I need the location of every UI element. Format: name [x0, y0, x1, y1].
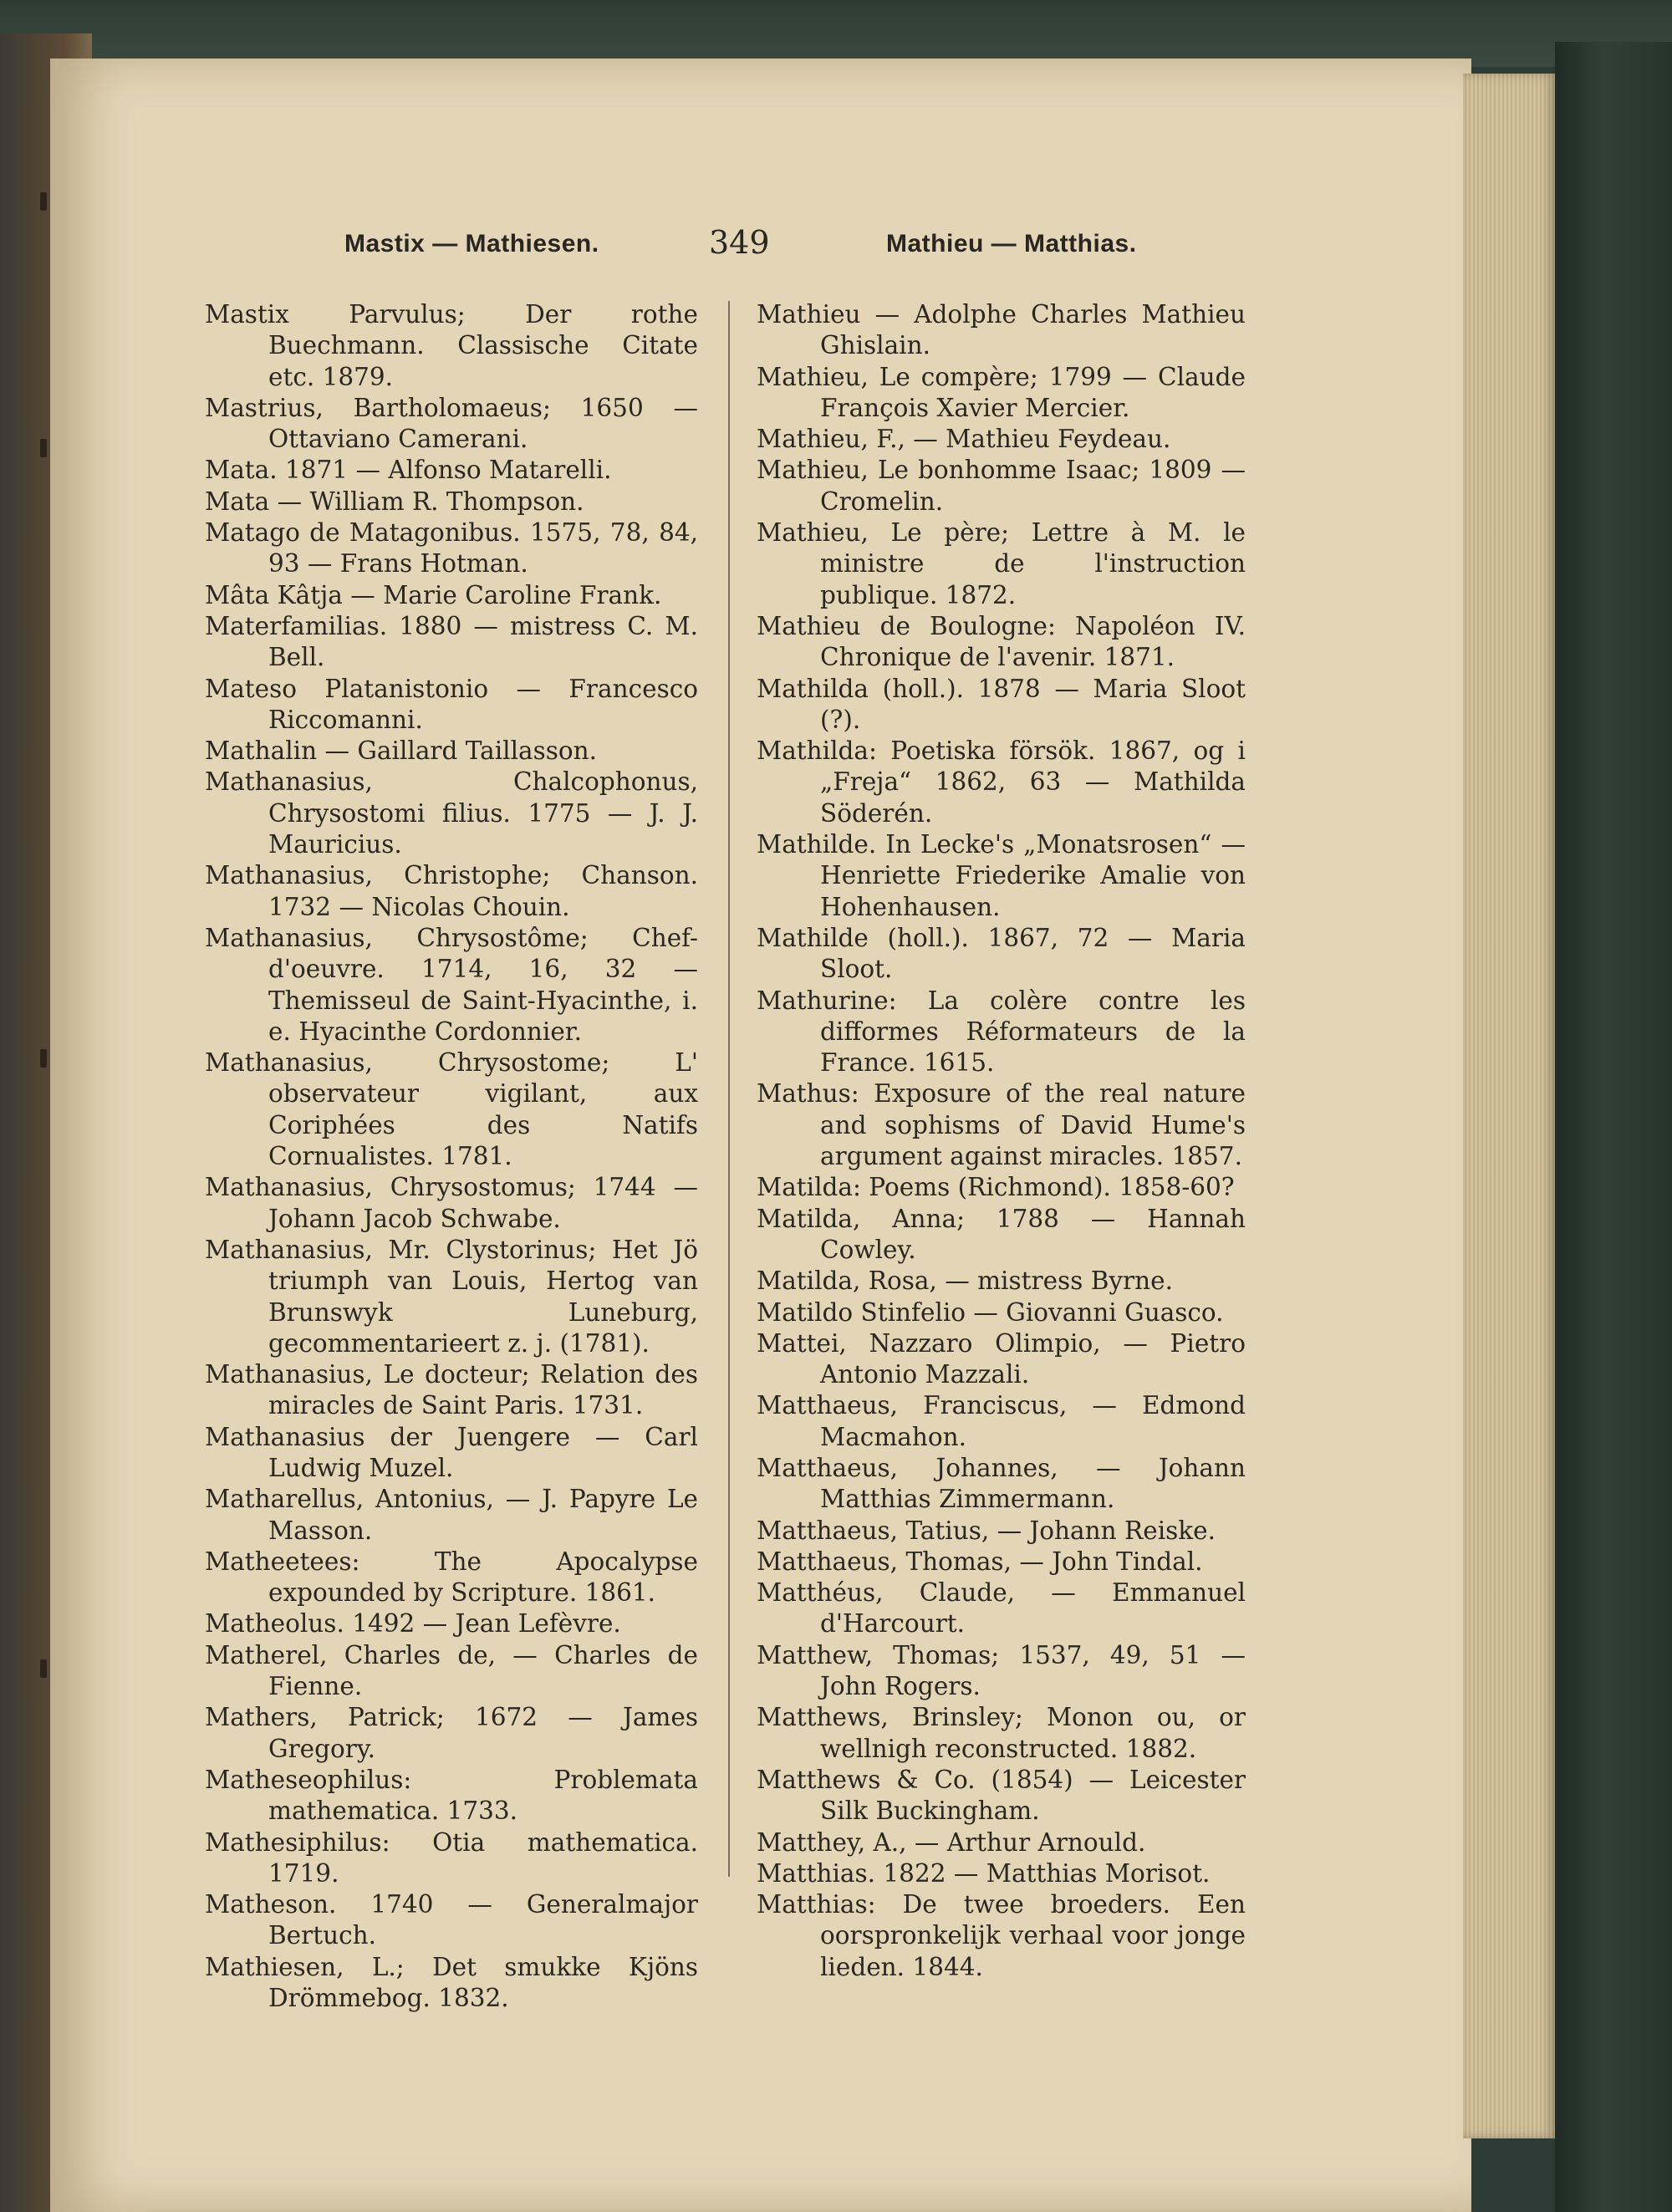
index-entry: Mathalin — Gaillard Taillasson. — [205, 736, 598, 766]
index-entry: Matthaeus, Johannes, — Johann Matthias Zimmermann. — [757, 1453, 1246, 1514]
index-entry: Matharellus, Antonius, — J. Papyre Le Masson. — [205, 1485, 698, 1545]
index-entry: Matthéus, Claude, — Emmanuel d'Harcourt. — [757, 1578, 1246, 1639]
index-entry: Matthews, Brinsley; Monon ou, or wellnigh reconstructed. 1882. — [757, 1703, 1246, 1763]
index-entry: Matheolus. 1492 — Jean Lefèvre. — [205, 1609, 621, 1639]
index-entry: Matthews & Co. (1854) — Leicester Silk Buckingham. — [757, 1765, 1246, 1826]
page-number: 349 — [709, 224, 770, 261]
running-head-left: Mastix — Mathiesen. — [344, 230, 599, 257]
index-entry: Mathanasius, Chrysostôme; Chef-d'oeuvre. 1714, 16, 32 — Themisseul de Saint-Hyacinthe, i. e. Hyacinthe Cordonnier. — [205, 923, 698, 1046]
index-entry: Mathieu, Le bonhomme Isaac; 1809 — Cromelin. — [757, 456, 1246, 516]
left-column — [205, 299, 698, 2014]
index-entry: Mathieu — Adolphe Charles Mathieu Ghislain. — [757, 300, 1246, 360]
index-entry: Matthaeus, Franciscus, — Edmond Macmahon. — [757, 1391, 1246, 1451]
right-column — [757, 299, 1246, 1983]
index-entry: Matthias. 1822 — Matthias Morisot. — [757, 1858, 1211, 1888]
index-entry: Mathesiphilus: Otia mathematica. 1719. — [205, 1827, 698, 1888]
margin-mark — [40, 1659, 47, 1678]
index-entry: Mattei, Nazzaro Olimpio, — Pietro Antonio Mazzali. — [757, 1328, 1246, 1389]
page-edges — [1463, 74, 1555, 2138]
index-entry: Matilda: Poems (Richmond). 1858-60? — [757, 1173, 1235, 1202]
index-entry: Mâta Kâtja — Marie Caroline Frank. — [205, 580, 662, 609]
index-entry: Mathilde (holl.). 1867, 72 — Maria Sloot. — [757, 923, 1246, 984]
index-entry: Mata — William R. Thompson. — [205, 487, 584, 516]
margin-mark — [40, 192, 47, 211]
index-entry: Mathanasius, Chrysostome; L' observateur vigilant, aux Coriphées des Natifs Cornualistes. 1781. — [205, 1048, 698, 1171]
index-entry: Mathilda (holl.). 1878 — Maria Sloot (?). — [757, 674, 1246, 734]
index-entry: Matilda, Anna; 1788 — Hannah Cowley. — [757, 1204, 1246, 1264]
index-entry: Matthias: De twee broeders. Een oorspronkelijk verhaal voor jonge lieden. 1844. — [757, 1890, 1246, 1981]
index-entry: Mathieu de Boulogne: Napoléon IV. Chronique de l'avenir. 1871. — [757, 611, 1246, 672]
margin-mark — [40, 1049, 47, 1068]
index-entry: Matherel, Charles de, — Charles de Fienne. — [205, 1640, 698, 1701]
index-entry: Matthaeus, Tatius, — Johann Reiske. — [757, 1516, 1216, 1545]
index-entry: Matilda, Rosa, — mistress Byrne. — [757, 1267, 1173, 1296]
index-entry: Matago de Matagonibus. 1575, 78, 84, 93 — Frans Hotman. — [205, 518, 698, 578]
index-entry: Mastrius, Bartholomaeus; 1650 — Ottaviano Camerani. — [205, 393, 698, 454]
book-cover-right — [1555, 42, 1672, 2212]
index-entry: Mathanasius der Juengere — Carl Ludwig Muzel. — [205, 1422, 698, 1482]
index-entry: Matheson. 1740 — Generalmajor Bertuch. — [205, 1890, 698, 1950]
index-entry: Mathurine: La colère contre les difformes Réformateurs de la France. 1615. — [757, 986, 1246, 1078]
index-entry: Mathieu, Le compère; 1799 — Claude François Xavier Mercier. — [757, 362, 1246, 422]
index-entry: Materfamilias. 1880 — mistress C. M. Bell. — [205, 611, 698, 672]
index-entry: Matthey, A., — Arthur Arnould. — [757, 1827, 1146, 1857]
index-entry: Matthew, Thomas; 1537, 49, 51 — John Rogers. — [757, 1640, 1246, 1701]
index-entry: Matheseophilus: Problemata mathematica. 1733. — [205, 1765, 698, 1826]
index-entry: Mata. 1871 — Alfonso Matarelli. — [205, 456, 612, 485]
index-entry: Mathilda: Poetiska försök. 1867, og i „Freja“ 1862, 63 — Mathilda Söderén. — [757, 736, 1246, 828]
index-entry: Mastix Parvulus; Der rothe Buechmann. Classische Citate etc. 1879. — [205, 300, 698, 391]
index-entry: Mathiesen, L.; Det smukke Kjöns Drömmebog. 1832. — [205, 1952, 698, 2013]
index-entry: Mateso Platanistonio — Francesco Riccomanni. — [205, 674, 698, 734]
index-entry: Matildo Stinfelio — Giovanni Guasco. — [757, 1297, 1224, 1327]
index-entry: Mathanasius, Christophe; Chanson. 1732 — Nicolas Chouin. — [205, 861, 698, 921]
index-entry: Mathanasius, Chalcophonus, Chrysostomi filius. 1775 — J. J. Mauricius. — [205, 767, 698, 859]
index-entry: Mathers, Patrick; 1672 — James Gregory. — [205, 1703, 698, 1763]
index-entry: Matthaeus, Thomas, — John Tindal. — [757, 1547, 1203, 1576]
margin-mark — [40, 439, 47, 457]
index-entry: Mathus: Exposure of the real nature and sophisms of David Hume's argument against miracles. 1857. — [757, 1079, 1246, 1171]
index-entry: Matheetees: The Apocalypse expounded by Scripture. 1861. — [205, 1547, 698, 1608]
column-rule — [728, 301, 730, 1877]
book-cover-top — [0, 0, 1672, 67]
index-entry: Mathanasius, Le docteur; Relation des miracles de Saint Paris. 1731. — [205, 1360, 698, 1420]
index-entry: Mathilde. In Lecke's „Monatsrosen“ — Henriette Friederike Amalie von Hohenhausen. — [757, 830, 1246, 921]
running-head-right: Mathieu — Matthias. — [886, 230, 1137, 257]
index-entry: Mathieu, F., — Mathieu Feydeau. — [757, 425, 1171, 454]
index-entry: Mathanasius, Mr. Clystorinus; Het Jö triumph van Louis, Hertog van Brunswyk Luneburg, gecommentarieert z. j. (1781). — [205, 1235, 698, 1358]
index-entry: Mathanasius, Chrysostomus; 1744 — Johann Jacob Schwabe. — [205, 1173, 698, 1233]
index-entry: Mathieu, Le père; Lettre à M. le ministre de l'instruction publique. 1872. — [757, 518, 1246, 609]
